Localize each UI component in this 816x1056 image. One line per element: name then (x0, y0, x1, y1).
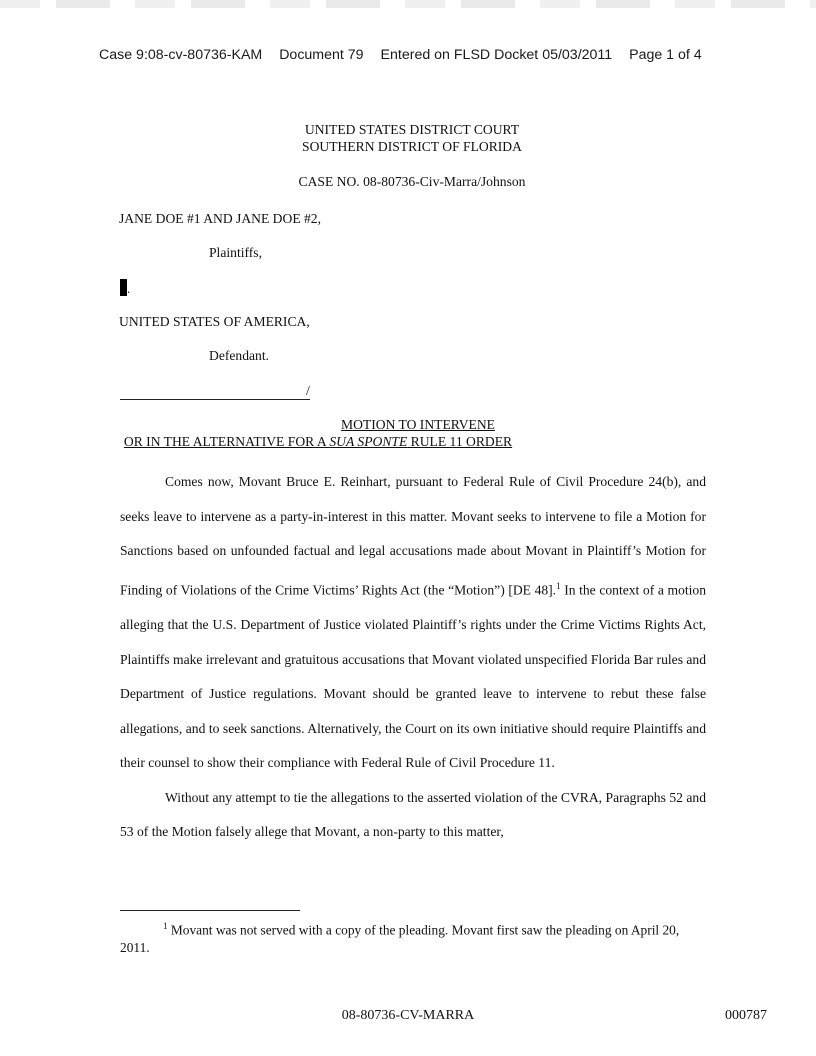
document-number: Document 79 (279, 47, 364, 63)
footer-case-ref: 08-80736-CV-MARRA (341, 1008, 475, 1023)
title-italic: SUA SPONTE (329, 434, 408, 449)
defendant-name: UNITED STATES OF AMERICA, (119, 314, 310, 329)
footnote-marker: 1 (163, 921, 168, 931)
docket-entry: Entered on FLSD Docket 05/03/2011 (380, 47, 613, 63)
title-post: RULE 11 ORDER (407, 434, 513, 449)
motion-title-line2 (30, 434, 606, 450)
paragraph-1-text-a: Comes now, Movant Bruce E. Reinhart, pursuant to Federal Rule of Civil Procedure 24(b), and seeks leave to intervene as a party-in-interest in this matter. Movant seeks to intervene to file a Motion for Sanctions based on unfounded factual and legal accusations made about Movant in Plaintiff’s Motion for Finding of Violations of the Crime Victims’ Rights Act (the “Motion”) [DE 48]. (120, 474, 706, 598)
court-district: SOUTHERN DISTRICT OF FLORIDA (302, 139, 522, 154)
motion-body (120, 465, 706, 850)
footnote (120, 917, 710, 957)
page-indicator: Page 1 of 4 (629, 47, 702, 63)
plaintiffs-names: JANE DOE #1 AND JANE DOE #2, (119, 211, 322, 226)
redaction-period: . (127, 281, 131, 296)
caption-slash: / (306, 384, 310, 399)
redaction-mark (120, 279, 127, 296)
paragraph-1 (120, 465, 706, 781)
footnote-text: Movant was not served with a copy of the pleading. Movant first saw the pleading on April 20, 2011. (120, 922, 680, 956)
paragraph-2: Without any attempt to tie the allegations to the asserted violation of the CVRA, Paragraphs 52 and 53 of the Motion falsely allege that Movant, a non-party to this matter, (120, 789, 706, 840)
footnote-line (120, 917, 710, 957)
paragraph-1-text-b: In the context of a motion alleging that the U.S. Department of Justice violated Plaintiff’s rights under the Crime Victims Rights Act, Plaintiffs make irrelevant and gratuitous accusations that Movant violated unspecified Florida Bar rules and Department of Justice regulations. Movant should be granted leave to intervene to rebut these false allegations, and to seek sanctions. Alternatively, the Court on its own initiative should require Plaintiffs and their counsel to show their compliance with Federal Rule of Civil Procedure 11. (120, 582, 707, 771)
court-name: UNITED STATES DISTRICT COURT (304, 122, 520, 137)
footnote-rule (120, 910, 300, 911)
bates-number: 000787 (725, 1008, 767, 1023)
title-pre: OR IN THE ALTERNATIVE FOR A (123, 434, 330, 449)
case-number: Case 9:08-cv-80736-KAM (99, 47, 263, 63)
defendant-role: Defendant. (209, 348, 270, 363)
ecf-header (99, 47, 739, 63)
plaintiffs-role: Plaintiffs, (209, 245, 262, 260)
scan-artifact-strip (0, 0, 816, 8)
caption-rule (120, 399, 310, 400)
case-no: CASE NO. 08-80736-Civ-Marra/Johnson (298, 174, 526, 189)
footnote-ref: 1 (556, 580, 561, 591)
motion-title-line1: MOTION TO INTERVENE (341, 417, 495, 432)
